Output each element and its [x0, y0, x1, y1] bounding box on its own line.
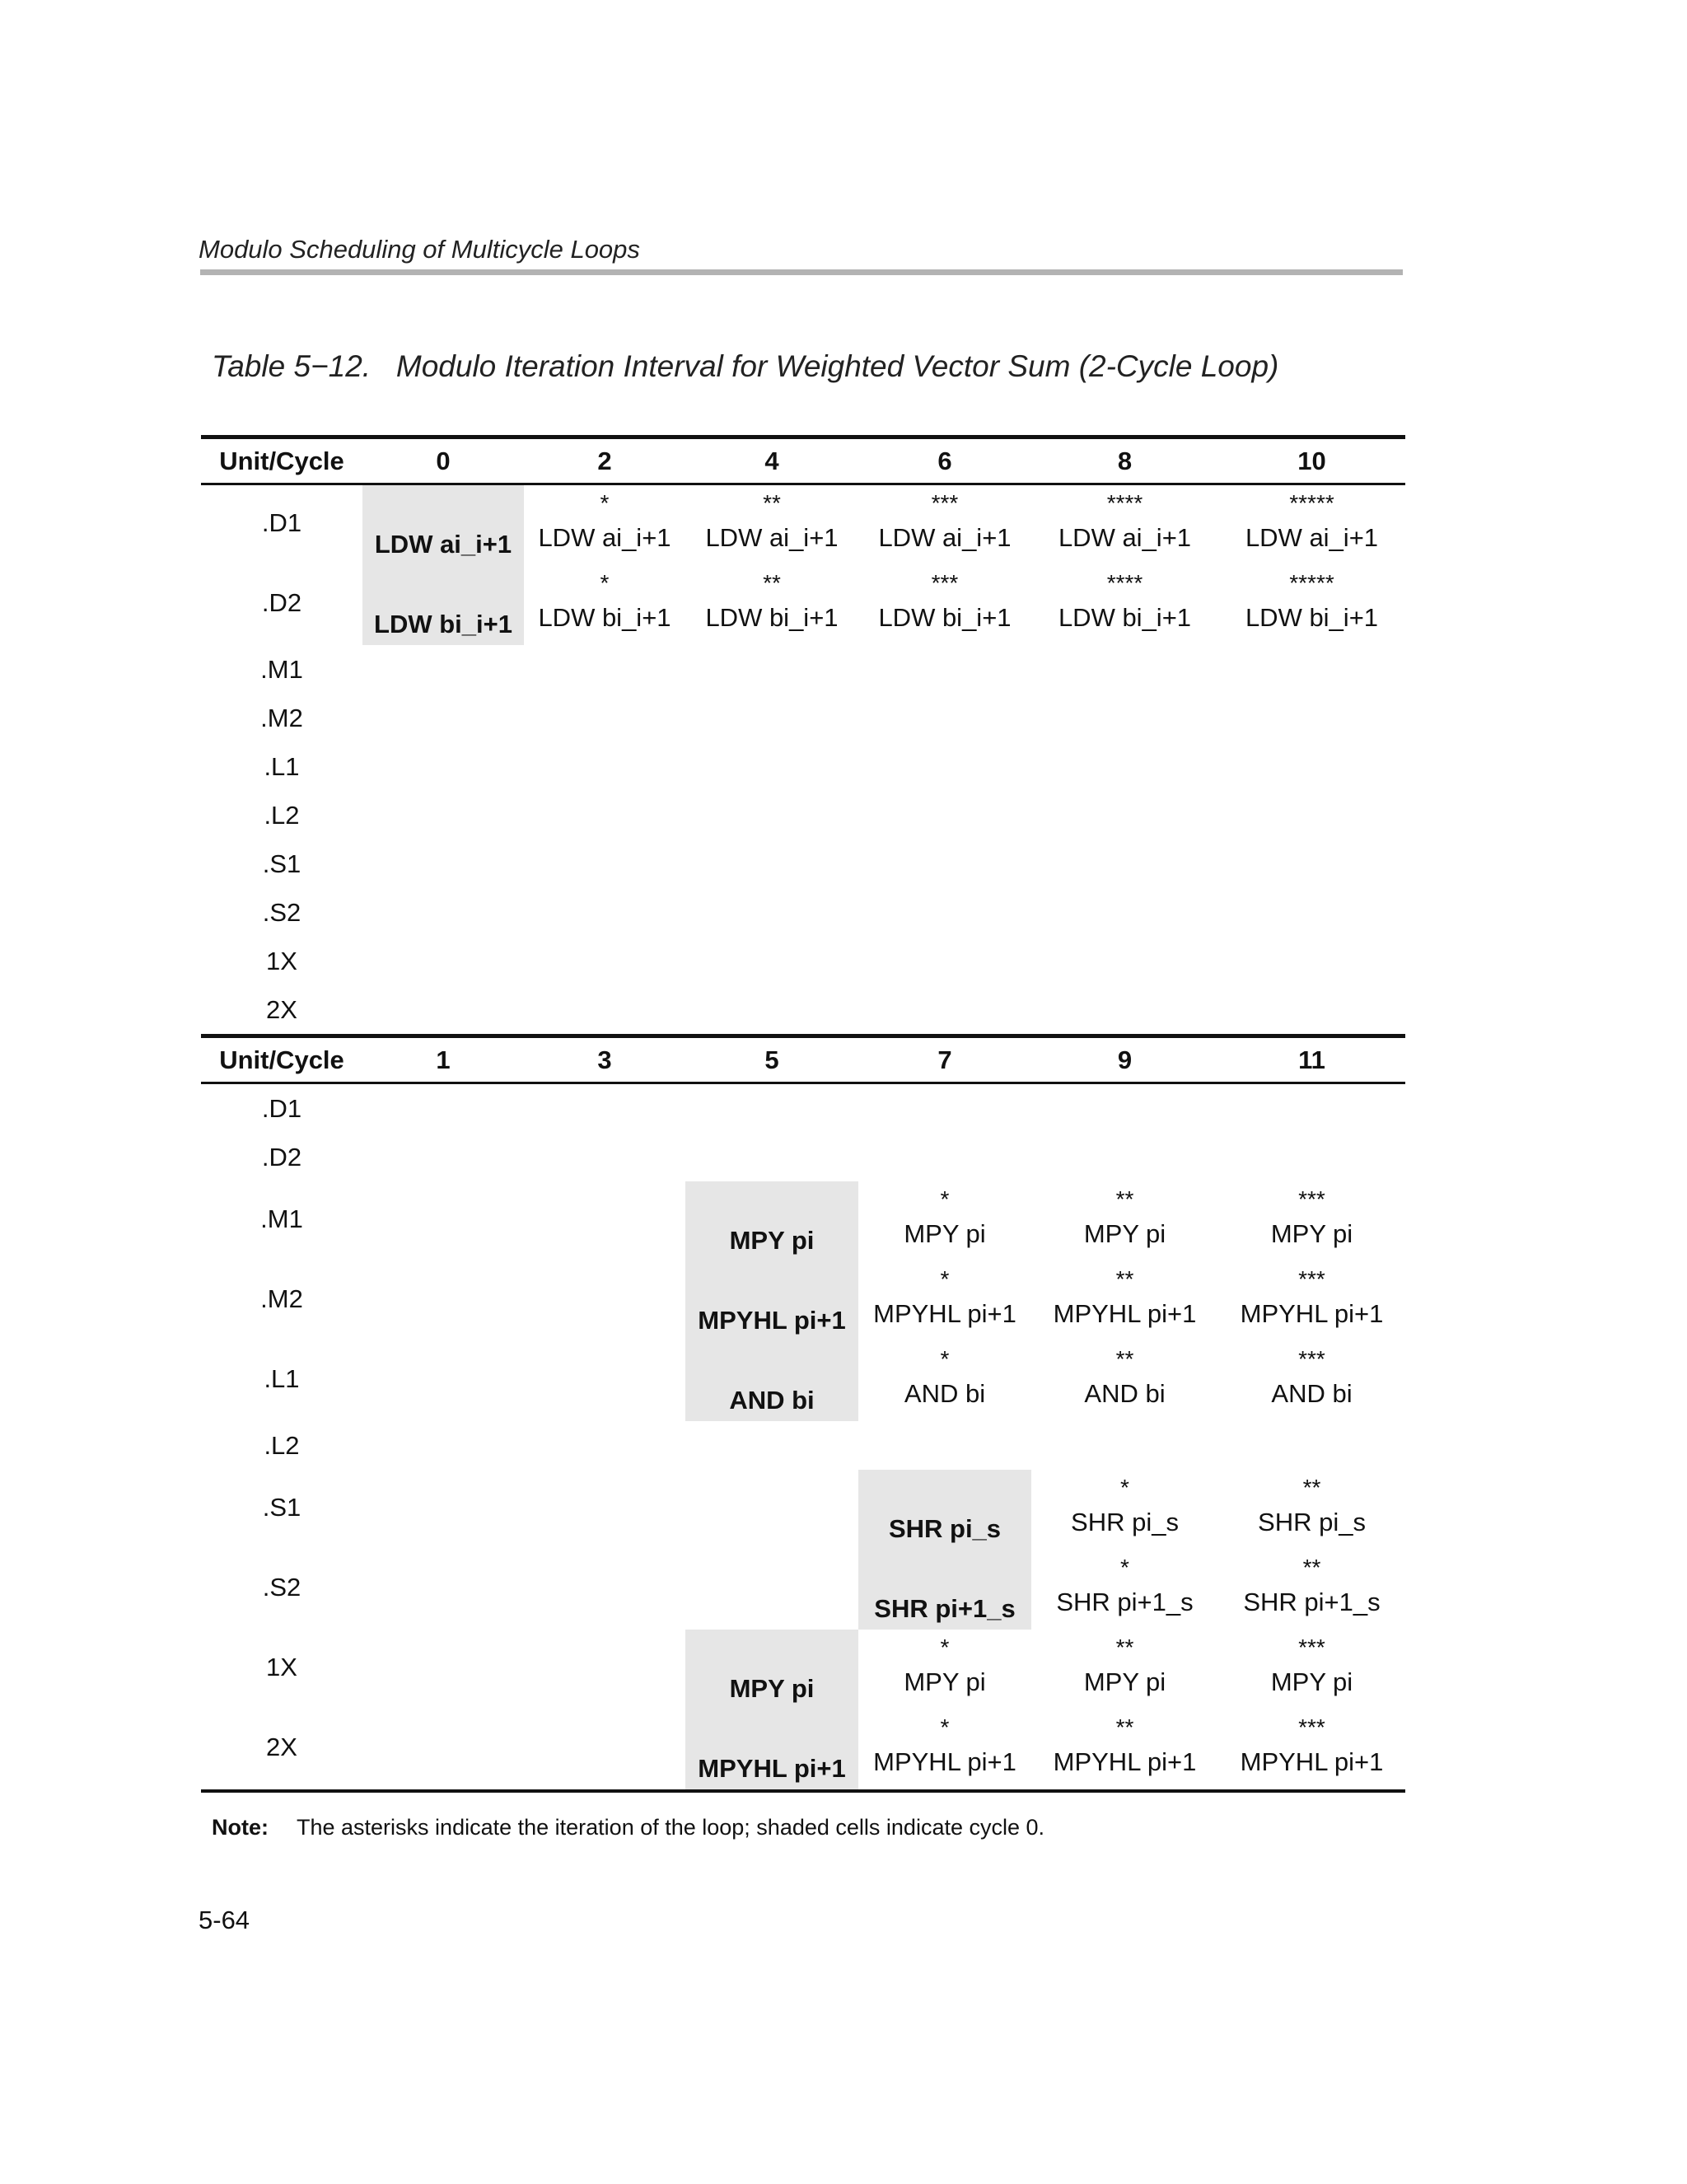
- iteration-stars: **: [1302, 1475, 1321, 1500]
- unit-cell: [201, 888, 362, 937]
- table-row: [201, 1261, 1405, 1341]
- empty-cell: [858, 937, 1031, 985]
- empty-cell: [858, 694, 1031, 742]
- empty-cell: [362, 1630, 524, 1709]
- empty-cell: [1218, 742, 1405, 791]
- empty-cell: [1031, 1421, 1218, 1470]
- empty-cell: [362, 742, 524, 791]
- iteration-stars: *: [940, 1266, 950, 1292]
- empty-cell: [524, 1470, 685, 1550]
- header-cell-cycle: 8: [1117, 446, 1133, 475]
- schedule-cell: [524, 565, 685, 645]
- header-cell-cycle: 0: [436, 446, 451, 475]
- instruction-text: MPYHL pi+1: [873, 1299, 1016, 1328]
- empty-cell: [858, 985, 1031, 1034]
- table-row: [201, 888, 1405, 937]
- schedule-cell: [1218, 1470, 1405, 1550]
- empty-cell: [685, 937, 858, 985]
- header-cell-cycle: 7: [937, 1045, 952, 1074]
- table-row: [201, 565, 1405, 645]
- unit-label: 1X: [266, 1653, 297, 1681]
- empty-cell: [524, 1261, 685, 1341]
- schedule-cell: [858, 1261, 1031, 1341]
- instruction-text: MPY pi: [1270, 1219, 1353, 1248]
- instruction-text: SHR pi+1_s: [1243, 1588, 1381, 1616]
- instruction-text: MPYHL pi+1: [1053, 1747, 1197, 1776]
- schedule-cell: [1218, 565, 1405, 645]
- instruction-text: MPYHL pi+1: [1053, 1299, 1197, 1328]
- empty-cell: [1031, 694, 1218, 742]
- empty-cell: [685, 694, 858, 742]
- header-cell-cycle: 1: [436, 1045, 451, 1074]
- iteration-stars: **: [1302, 1555, 1321, 1580]
- empty-cell: [362, 1421, 524, 1470]
- schedule-cell: [1031, 1181, 1218, 1261]
- schedule-cell: [858, 1470, 1031, 1550]
- empty-cell: [685, 1133, 858, 1181]
- empty-cell: [685, 1470, 858, 1550]
- unit-label: .D2: [261, 1143, 302, 1172]
- header-cell-cycle: 3: [597, 1045, 612, 1074]
- page-number: 5-64: [199, 1906, 250, 1934]
- instruction-text: MPY pi: [904, 1219, 986, 1248]
- unit-label: .D1: [261, 1094, 302, 1123]
- schedule-cell: [1031, 1261, 1218, 1341]
- empty-cell: [524, 1630, 685, 1709]
- instruction-text: SHR pi_s: [1258, 1508, 1366, 1536]
- header-cell-cycle: 4: [764, 446, 779, 475]
- iteration-stars: ****: [1106, 490, 1143, 516]
- instruction-text: MPY pi: [1083, 1667, 1166, 1696]
- unit-label: .S1: [262, 1493, 301, 1522]
- empty-cell: [524, 1709, 685, 1789]
- iteration-stars: *: [940, 1634, 950, 1660]
- table-row: [201, 1709, 1405, 1789]
- header-cell-cycle: 2: [597, 446, 612, 475]
- iteration-stars: ***: [1298, 1346, 1325, 1372]
- schedule-cell: [1031, 565, 1218, 645]
- unit-label: .L1: [264, 1364, 300, 1393]
- iteration-stars: **: [1115, 1714, 1134, 1740]
- iteration-stars: *: [600, 570, 610, 596]
- unit-cell: [201, 985, 362, 1034]
- unit-label: .L1: [264, 752, 300, 781]
- empty-cell: [858, 1084, 1031, 1133]
- instruction-text: SHR pi_s: [888, 1514, 1002, 1543]
- instruction-text: AND bi: [904, 1379, 986, 1408]
- table-caption: Table 5−12. Modulo Iteration Interval for Weighted Vector Sum (2-Cycle Loop): [212, 349, 1279, 383]
- empty-cell: [362, 791, 524, 839]
- iteration-stars: *: [940, 1346, 950, 1372]
- instruction-text: LDW ai_i+1: [1058, 523, 1192, 552]
- unit-cell: [201, 1709, 362, 1789]
- instruction-text: MPY pi: [729, 1226, 815, 1255]
- schedule-cell: [1031, 1630, 1218, 1709]
- iteration-stars: ***: [1298, 1634, 1325, 1660]
- empty-cell: [524, 937, 685, 985]
- unit-cell: [201, 742, 362, 791]
- instruction-text: AND bi: [1271, 1379, 1353, 1408]
- iteration-stars: ****: [1106, 570, 1143, 596]
- schedule-cell: [685, 1181, 858, 1261]
- unit-label: 2X: [266, 995, 297, 1024]
- unit-cell: [201, 645, 362, 694]
- unit-label: .M1: [260, 1204, 303, 1233]
- empty-cell: [685, 985, 858, 1034]
- instruction-text: AND bi: [729, 1386, 815, 1415]
- iteration-stars: **: [1115, 1266, 1134, 1292]
- empty-cell: [858, 1421, 1031, 1470]
- instruction-text: MPYHL pi+1: [698, 1754, 846, 1783]
- schedule-cell: [1218, 1341, 1405, 1421]
- empty-cell: [1218, 645, 1405, 694]
- unit-label: .S1: [262, 849, 301, 878]
- table-row: [201, 839, 1405, 888]
- iteration-stars: **: [1115, 1186, 1134, 1212]
- unit-label: .M2: [260, 704, 303, 732]
- instruction-text: LDW ai_i+1: [705, 523, 839, 552]
- schedule-cell: [858, 1550, 1031, 1630]
- unit-label: .S2: [262, 898, 301, 927]
- unit-cell: [201, 1421, 362, 1470]
- empty-cell: [362, 1470, 524, 1550]
- empty-cell: [858, 888, 1031, 937]
- instruction-text: LDW ai_i+1: [878, 523, 1012, 552]
- empty-cell: [362, 1341, 524, 1421]
- empty-cell: [524, 888, 685, 937]
- header-cell-unit-cycle: Unit/Cycle: [219, 1045, 344, 1074]
- table-header-row: [201, 1034, 1405, 1084]
- schedule-cell: [362, 485, 524, 565]
- unit-cell: [201, 485, 362, 565]
- header-rule: [200, 269, 1403, 275]
- empty-cell: [362, 1181, 524, 1261]
- schedule-cell: [685, 565, 858, 645]
- empty-cell: [1218, 1133, 1405, 1181]
- instruction-text: MPY pi: [904, 1667, 986, 1696]
- schedule-cell: [858, 1630, 1031, 1709]
- empty-cell: [362, 937, 524, 985]
- unit-label: .L2: [264, 1431, 300, 1460]
- empty-cell: [362, 694, 524, 742]
- instruction-text: LDW bi_i+1: [1245, 603, 1379, 632]
- schedule-cell: [685, 1341, 858, 1421]
- header-cell-cycle: 9: [1117, 1045, 1133, 1074]
- unit-cell: [201, 791, 362, 839]
- table-row: [201, 937, 1405, 985]
- instruction-text: MPYHL pi+1: [1240, 1747, 1384, 1776]
- schedule-cell: [1031, 485, 1218, 565]
- empty-cell: [685, 791, 858, 839]
- schedule-cell: [1031, 1709, 1218, 1789]
- empty-cell: [685, 1084, 858, 1133]
- empty-cell: [362, 839, 524, 888]
- instruction-text: LDW bi_i+1: [374, 610, 512, 638]
- schedule-cell: [1218, 1550, 1405, 1630]
- iteration-stars: *: [600, 490, 610, 516]
- schedule-cell: [685, 485, 858, 565]
- unit-cell: [201, 1550, 362, 1630]
- instruction-text: MPY pi: [1083, 1219, 1166, 1248]
- schedule-cell: [858, 1341, 1031, 1421]
- unit-cell: [201, 565, 362, 645]
- instruction-text: LDW ai_i+1: [1245, 523, 1379, 552]
- empty-cell: [858, 791, 1031, 839]
- schedule-cell: [858, 485, 1031, 565]
- schedule-cell: [362, 565, 524, 645]
- unit-cell: [201, 1630, 362, 1709]
- header-cell-cycle: 11: [1298, 1045, 1325, 1074]
- unit-label: .M2: [260, 1284, 303, 1313]
- table-row: [201, 694, 1405, 742]
- iteration-stars: *****: [1289, 570, 1334, 596]
- instruction-text: MPYHL pi+1: [1240, 1299, 1384, 1328]
- table-bottom-rule: [201, 1789, 1405, 1793]
- empty-cell: [1218, 937, 1405, 985]
- iteration-stars: *****: [1289, 490, 1334, 516]
- table-note: [212, 1815, 1044, 1840]
- instruction-text: MPYHL pi+1: [873, 1747, 1016, 1776]
- schedule-cell: [685, 1630, 858, 1709]
- unit-cell: [201, 1470, 362, 1550]
- instruction-text: LDW ai_i+1: [538, 523, 671, 552]
- instruction-text: LDW bi_i+1: [538, 603, 671, 632]
- unit-cell: [201, 1261, 362, 1341]
- empty-cell: [685, 1421, 858, 1470]
- iteration-stars: *: [1120, 1555, 1129, 1580]
- empty-cell: [362, 1709, 524, 1789]
- instruction-text: SHR pi+1_s: [1056, 1588, 1194, 1616]
- iteration-stars: *: [1120, 1475, 1129, 1500]
- running-header: Modulo Scheduling of Multicycle Loops: [199, 235, 640, 264]
- table-row: [201, 645, 1405, 694]
- schedule-cell: [858, 1709, 1031, 1789]
- empty-cell: [524, 985, 685, 1034]
- schedule-cell: [1031, 1341, 1218, 1421]
- header-cell-cycle: 5: [764, 1045, 779, 1074]
- table-row: [201, 1181, 1405, 1261]
- table-row: [201, 742, 1405, 791]
- note-label: Note:: [212, 1815, 269, 1840]
- empty-cell: [1031, 1084, 1218, 1133]
- unit-cell: [201, 839, 362, 888]
- table-row: [201, 1550, 1405, 1630]
- empty-cell: [858, 1133, 1031, 1181]
- table-row: [201, 791, 1405, 839]
- table-row: [201, 1133, 1405, 1181]
- unit-label: .D1: [261, 508, 302, 537]
- iteration-stars: ***: [1298, 1266, 1325, 1292]
- instruction-text: MPY pi: [1270, 1667, 1353, 1696]
- iteration-stars: **: [763, 490, 781, 516]
- schedule-cell: [1218, 485, 1405, 565]
- empty-cell: [685, 888, 858, 937]
- schedule-cell: [858, 1181, 1031, 1261]
- schedule-table: [201, 435, 1405, 1793]
- schedule-cell: [858, 565, 1031, 645]
- empty-cell: [362, 1084, 524, 1133]
- iteration-stars: *: [940, 1186, 950, 1212]
- empty-cell: [685, 1550, 858, 1630]
- empty-cell: [1031, 985, 1218, 1034]
- schedule-cell: [1031, 1550, 1218, 1630]
- empty-cell: [1031, 791, 1218, 839]
- empty-cell: [524, 1181, 685, 1261]
- empty-cell: [524, 694, 685, 742]
- empty-cell: [858, 839, 1031, 888]
- unit-label: .S2: [262, 1573, 301, 1602]
- unit-cell: [201, 937, 362, 985]
- header-cell-cycle: 6: [937, 446, 952, 475]
- empty-cell: [1031, 937, 1218, 985]
- unit-label: 1X: [266, 947, 297, 975]
- instruction-text: MPYHL pi+1: [698, 1306, 846, 1335]
- table-row: [201, 485, 1405, 565]
- empty-cell: [858, 645, 1031, 694]
- empty-cell: [1218, 1084, 1405, 1133]
- instruction-text: LDW bi_i+1: [1058, 603, 1192, 632]
- iteration-stars: *: [940, 1714, 950, 1740]
- empty-cell: [362, 1550, 524, 1630]
- empty-cell: [524, 1084, 685, 1133]
- empty-cell: [1218, 791, 1405, 839]
- unit-cell: [201, 1181, 362, 1261]
- unit-cell: [201, 694, 362, 742]
- instruction-text: SHR pi_s: [1071, 1508, 1179, 1536]
- empty-cell: [524, 1421, 685, 1470]
- empty-cell: [524, 645, 685, 694]
- schedule-cell: [685, 1261, 858, 1341]
- header-cell-cycle: 10: [1297, 446, 1326, 475]
- empty-cell: [362, 888, 524, 937]
- empty-cell: [362, 1133, 524, 1181]
- schedule-cell: [524, 485, 685, 565]
- empty-cell: [1218, 985, 1405, 1034]
- table-header-row: [201, 435, 1405, 485]
- empty-cell: [524, 791, 685, 839]
- schedule-cell: [685, 1709, 858, 1789]
- schedule-cell: [1031, 1470, 1218, 1550]
- table-row: [201, 1630, 1405, 1709]
- empty-cell: [858, 742, 1031, 791]
- schedule-cell: [1218, 1181, 1405, 1261]
- empty-cell: [524, 1133, 685, 1181]
- iteration-stars: ***: [1298, 1186, 1325, 1212]
- empty-cell: [685, 742, 858, 791]
- empty-cell: [1218, 839, 1405, 888]
- schedule-cell: [1218, 1630, 1405, 1709]
- instruction-text: SHR pi+1_s: [874, 1594, 1016, 1623]
- table-row: [201, 1421, 1405, 1470]
- empty-cell: [524, 742, 685, 791]
- unit-label: .D2: [261, 588, 302, 617]
- iteration-stars: ***: [1298, 1714, 1325, 1740]
- empty-cell: [1031, 1133, 1218, 1181]
- instruction-text: LDW ai_i+1: [374, 530, 512, 559]
- unit-cell: [201, 1133, 362, 1181]
- empty-cell: [524, 839, 685, 888]
- empty-cell: [1031, 742, 1218, 791]
- iteration-stars: **: [1115, 1634, 1134, 1660]
- empty-cell: [362, 985, 524, 1034]
- instruction-text: AND bi: [1084, 1379, 1166, 1408]
- schedule-cell: [1218, 1709, 1405, 1789]
- schedule-cell: [1218, 1261, 1405, 1341]
- unit-cell: [201, 1341, 362, 1421]
- empty-cell: [524, 1550, 685, 1630]
- empty-cell: [1218, 694, 1405, 742]
- instruction-text: MPY pi: [729, 1674, 815, 1703]
- empty-cell: [685, 839, 858, 888]
- table-row: [201, 1470, 1405, 1550]
- empty-cell: [1031, 888, 1218, 937]
- unit-label: .M1: [260, 655, 303, 684]
- empty-cell: [1218, 888, 1405, 937]
- note-text: The asterisks indicate the iteration of the loop; shaded cells indicate cycle 0.: [297, 1815, 1045, 1840]
- empty-cell: [1031, 645, 1218, 694]
- iteration-stars: ***: [931, 490, 959, 516]
- empty-cell: [362, 645, 524, 694]
- iteration-stars: **: [1115, 1346, 1134, 1372]
- table-row: [201, 1341, 1405, 1421]
- instruction-text: LDW bi_i+1: [878, 603, 1012, 632]
- table-row: [201, 985, 1405, 1034]
- unit-label: .L2: [264, 801, 300, 830]
- iteration-stars: **: [763, 570, 781, 596]
- table-row: [201, 1084, 1405, 1133]
- empty-cell: [1031, 839, 1218, 888]
- unit-cell: [201, 1084, 362, 1133]
- header-cell-unit-cycle: Unit/Cycle: [219, 446, 344, 475]
- unit-label: 2X: [266, 1733, 297, 1761]
- empty-cell: [362, 1261, 524, 1341]
- instruction-text: LDW bi_i+1: [705, 603, 839, 632]
- iteration-stars: ***: [931, 570, 959, 596]
- empty-cell: [1218, 1421, 1405, 1470]
- empty-cell: [685, 645, 858, 694]
- empty-cell: [524, 1341, 685, 1421]
